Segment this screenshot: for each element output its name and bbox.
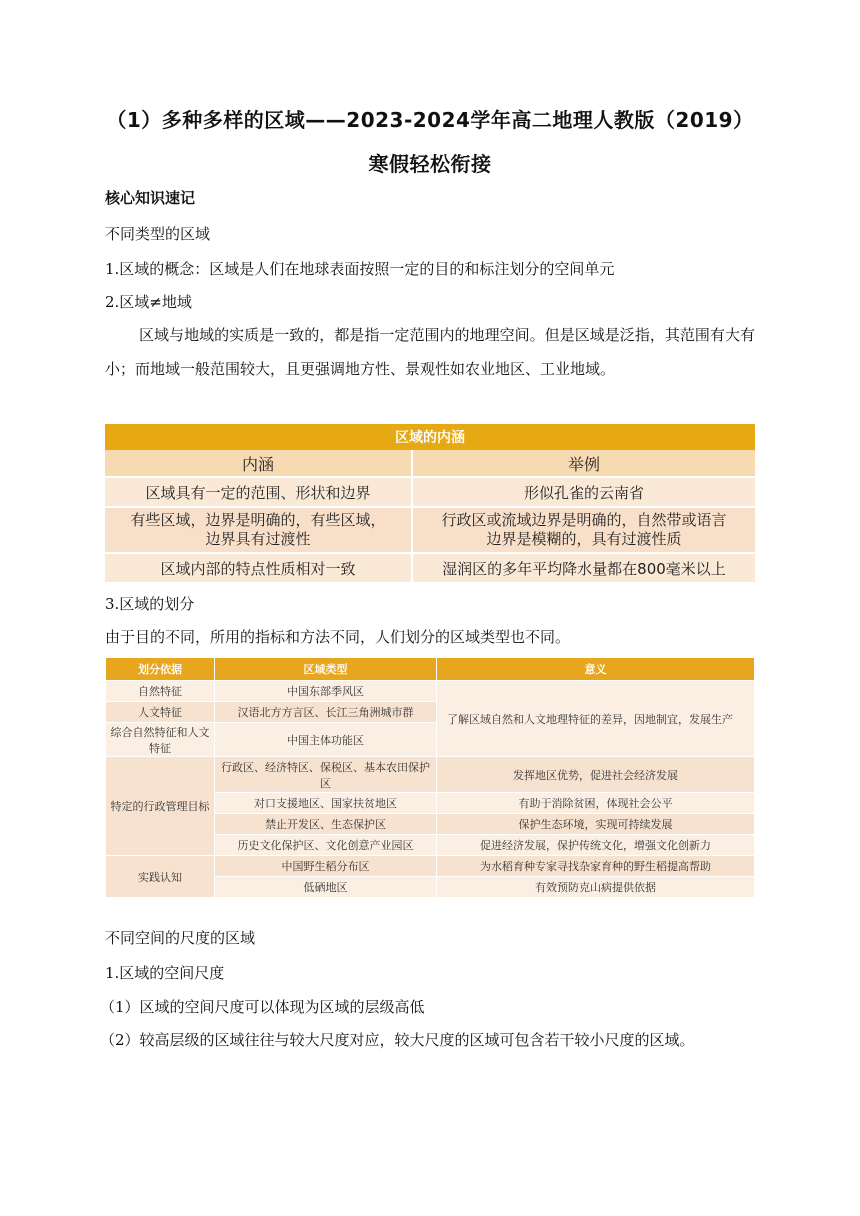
- table2-type-cell: 中国野生稻分布区: [215, 856, 437, 877]
- concept-item: 1.区域的概念：区域是人们在地球表面按照一定的目的和标注划分的空间单元: [105, 260, 615, 278]
- region-connotation-table: [105, 424, 755, 582]
- table2-meaning-cell: 有效预防克山病提供依据: [437, 877, 755, 898]
- table2-basis-cell: 综合自然特征和人文特征: [106, 723, 215, 757]
- table2-meaning-cell: 有助于消除贫困，体现社会公平: [437, 793, 755, 814]
- region-division-table: [105, 657, 755, 898]
- subsection-heading-types: 不同类型的区域: [105, 225, 211, 243]
- table2-type-cell: 历史文化保护区、文化创意产业园区: [215, 835, 437, 856]
- subsection-heading-scale: 不同空间的尺度的区域: [105, 929, 256, 947]
- spatial-scale-sub2: （2）较高层级的区域往往与较大尺度对应，较大尺度的区域可包含若干较小尺度的区域。: [100, 1031, 695, 1049]
- spatial-scale-item: 1.区域的空间尺度: [105, 964, 225, 982]
- table1-cell-line: 边界是模糊的，具有过渡性质: [486, 530, 682, 548]
- table1-cell-line: 有些区域，边界是明确的，有些区域，: [130, 511, 386, 529]
- table2-basis-cell: 特定的行政管理目标: [106, 757, 215, 856]
- document-title-line2: 寒假轻松衔接: [368, 152, 492, 176]
- table2-type-cell: 汉语北方方言区、长江三角洲城市群: [215, 702, 437, 723]
- region-vs-territory-item: 2.区域≠地域: [105, 293, 192, 311]
- division-item: 3.区域的划分: [105, 595, 195, 613]
- table2-meaning-cell: 了解区域自然和人文地理特征的差异，因地制宜，发展生产: [437, 681, 755, 757]
- table1-cell: 湿润区的多年平均降水量都在800毫米以上: [412, 553, 755, 582]
- table1-cell: 区域内部的特点性质相对一致: [105, 553, 412, 582]
- table2-header-type: 区域类型: [215, 658, 437, 681]
- spatial-scale-sub1: （1）区域的空间尺度可以体现为区域的层级高低: [100, 998, 425, 1016]
- table1-cell-line: 行政区或流域边界是明确的，自然带或语言: [441, 511, 727, 529]
- table2-meaning-cell: 为水稻育种专家寻找杂家育种的野生稻提高帮助: [437, 856, 755, 877]
- table2-type-cell: 低硒地区: [215, 877, 437, 898]
- table2-header-meaning: 意义: [437, 658, 755, 681]
- table2-type-cell: 中国主体功能区: [215, 723, 437, 757]
- division-text: 由于目的不同，所用的指标和方法不同，人们划分的区域类型也不同。: [105, 628, 571, 646]
- table1-cell: [412, 507, 755, 553]
- table1-header-example: 举例: [412, 450, 755, 477]
- table2-basis-cell: 人文特征: [106, 702, 215, 723]
- region-vs-territory-paragraph: 区域与地域的实质是一致的，都是指一定范围内的地理空间。但是区域是泛指，其范围有大有小；而地域一般范围较大，且更强调地方性、景观性如农业地区、工业地域。: [105, 326, 755, 378]
- table1-header-connotation: 内涵: [105, 450, 412, 477]
- table2-meaning-cell: 保护生态环境，实现可持续发展: [437, 814, 755, 835]
- table1-cell: 形似孔雀的云南省: [412, 477, 755, 507]
- table1-cell: 区域具有一定的范围、形状和边界: [105, 477, 412, 507]
- table2-header-basis: 划分依据: [106, 658, 215, 681]
- table1-cell-line: 边界具有过渡性: [205, 530, 311, 548]
- table2-meaning-cell: 促进经济发展，保护传统文化，增强文化创新力: [437, 835, 755, 856]
- table2-basis-cell: 自然特征: [106, 681, 215, 702]
- table1-caption: 区域的内涵: [105, 424, 755, 450]
- table2-type-cell: 对口支援地区、国家扶贫地区: [215, 793, 437, 814]
- table2-basis-cell: 实践认知: [106, 856, 215, 898]
- document-title-line1: （1）多种多样的区域——2023-2024学年高二地理人教版（2019）: [106, 108, 754, 132]
- table2-type-cell: 禁止开发区、生态保护区: [215, 814, 437, 835]
- section-heading: 核心知识速记: [105, 189, 196, 207]
- table1-cell: [105, 507, 412, 553]
- table2-type-cell: 中国东部季风区: [215, 681, 437, 702]
- table2-type-cell: 行政区、经济特区、保税区、基本农田保护区: [215, 757, 437, 793]
- table2-meaning-cell: 发挥地区优势，促进社会经济发展: [437, 757, 755, 793]
